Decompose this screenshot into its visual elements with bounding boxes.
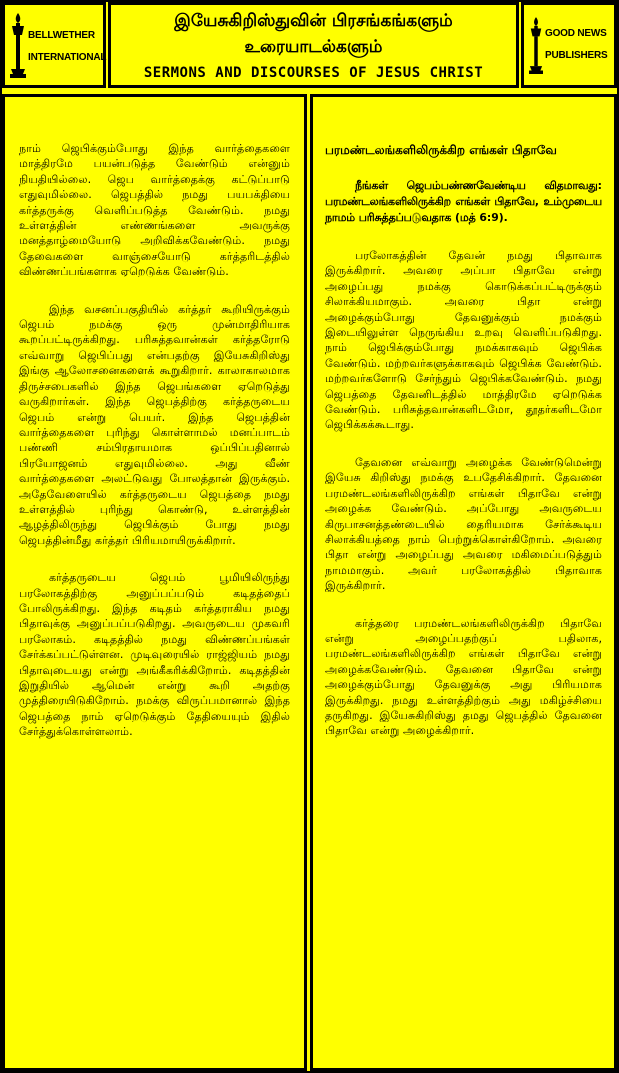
left-paragraph-1: நாம் ஜெபிக்கும்போது இந்த வார்த்தைகளை மாத்திரமே பயன்படுத்த வேண்டும் என்னும் நியதியில்லை. ஜெப வார்த்தைக்கு கட்டுப்பாடு எதுவுமில்லை. ஜெபத்தில் நமது பயபக்தியை கர்த்தருக்கு வெளிப்படுத்த வேண்டும். நமது உள்ளத்தின் எண்ணங்களை அவருக்கு மனத்தாழ்மையோடு அறிவிக்கவேண்டும். நமது தேவைகளை வாஞ்சையோடு கர்த்தரிடத்தில் விண்ணப்பங்களாக ஏறெடுக்க வேண்டும். <box>19 142 290 279</box>
lamp-icon <box>10 13 26 79</box>
left-paragraph-2: இந்த வசனப்பகுதியில் கர்த்தர் கூறியிருக்கும் ஜெபம் நமக்கு ஒரு முன்மாதிரியாக கூறப்பட்டிருக்கிறது. பரிசுத்தவான்கள் கர்த்தரோடு எவ்வாறு ஜெபிப்பது என்பதற்கு இயேசுகிறிஸ்து இங்கு ஆலோசனைகளைக் கூறுகிறார். காலாகாலமாக திருச்சபைகளில் இந்த ஜெபங்களை ஏறெடுத்து வருகிறார்கள். இந்த ஜெபத்திற்கு கர்த்தருடைய ஜெபம் என்று பெயர். இந்த ஜெபத்தின் வார்த்தைகளை புரிந்து கொள்ளாமல் மனப்பாடம் பண்ணி சம்பிரதாயமாக ஒப்பிப்பதினால் பிரயோஜனம் எதுவுமில்லை. அது வீண் வார்த்தைகளை அலட்டுவது போலத்தான் இருக்கும். அதேவேளையில் கர்த்தருடைய ஜெபத்தை நமது உள்ளத்தில் புரிந்து கொண்டு, உள்ளத்தின் ஆழத்திலிருந்து ஜெபிக்கும் போது நமது ஜெபத்தின்மீது கர்த்தர் பிரியமாயிருக்கிறார். <box>19 302 290 547</box>
title-banner <box>108 2 519 88</box>
right-logo-line2: PUBLISHERS <box>545 50 608 61</box>
title-tamil-line2: உரையாடல்களும் <box>244 37 383 57</box>
left-logo-line1: BELLWETHER <box>28 30 95 41</box>
left-logo-line2: INTERNATIONAL <box>28 52 107 63</box>
lamp-icon <box>529 15 543 77</box>
right-paragraph-1: பரலோகத்தின் தேவன் நமது பிதாவாக இருக்கிறார். அவரை அப்பா பிதாவே என்று அழைப்பது நமக்கு கொடுக்கப்பட்டிருக்கும் சிலாக்கியமாகும். அவரை பிதா என்று அழைக்கும்போது தேவனுக்கும் நமக்கும் இடையிலுள்ள நெருங்கிய உறவு வெளிப்படுகிறது. நாம் ஜெபிக்கும்போது நமக்காகவும் ஜெபிக்க வேண்டும். மற்றவர்களுக்காகவும் ஜெபிக்க வேண்டும். மற்றவர்களோடு சேர்ந்தும் ஜெபிக்கவேண்டும். நமது ஜெபத்தை தேவனிடத்தில் மாத்திரமே ஏறெடுக்க வேண்டும். பரிசுத்தவான்களிடமோ, தூதர்களிடமோ ஜெபிக்கக்கூடாது. <box>325 249 602 432</box>
right-paragraph-2: தேவனை எவ்வாறு அழைக்க வேண்டுமென்று இயேசு கிறிஸ்து நமக்கு உபதேசிக்கிறார். தேவனை பரமண்டலங்களிலிருக்கிற எங்கள் பிதாவே என்று அழைக்க வேண்டும். அப்போது அவருடைய கிருபாசனத்தண்டையில் தைரியமாக சேர்க்கூடிய சிலாக்கியத்தை நாம் பெற்றுக்கொள்கிறோம். அவரை பிதா என்று அழைப்பது அவரை மகிமைப்படுத்தும் நாமமாகும். அவர் பரலோகத்தில் பிதாவாக இருக்கிறார். <box>325 455 602 593</box>
right-column <box>310 94 617 1071</box>
title-tamil-line1: இயேசுகிறிஸ்துவின் பிரசங்கங்களும் <box>174 11 453 31</box>
header <box>2 2 617 90</box>
left-column <box>2 94 307 1071</box>
right-logo-line1: GOOD NEWS <box>545 28 607 39</box>
bellwether-logo <box>2 2 106 88</box>
left-paragraph-3: கர்த்தருடைய ஜெபம் பூமியிலிருந்து பரலோகத்திற்கு அனுப்பப்படும் கடிதத்தைப் போலிருக்கிறது. இந்த கடிதம் கர்த்தராகிய நமது பிதாவுக்கு அனுப்பப்படுகிறது. அவருடைய முகவரி பரலோகம். கடிதத்தில் நமது விண்ணப்பங்கள் சேர்க்கப்பட்டுள்ளன. முடிவுரையில் ராஜ்ஜியம் நமது பிதாவுடையது என்று அங்கீகரிக்கிறோம். கடிதத்தின் இறுதியில் ஆமென் என்று கூறி அதற்கு முத்திரையிடுகிறோம். நமக்கு விருப்பமானால் இந்த ஜெபத்தை நாம் ஏறெடுக்கும் தேதியையும் இதில் சேர்த்துக்கொள்ளலாம். <box>19 571 290 739</box>
title-english: SERMONS AND DISCOURSES OF JESUS CHRIST <box>143 65 484 81</box>
right-paragraph-3: கர்த்தரை பரமண்டலங்களிலிருக்கிற பிதாவே என்று அழைப்பதற்குப் பதிலாக, பரமண்டலங்களிலிருக்கிற எங்கள் பிதாவே என்று அழைக்கவேண்டும். தேவனை பிதாவே என்று அழைக்கும்போது தேவனுக்கு அது பிரியமாக இருக்கிறது. நமது உள்ளத்திற்கும் அது மகிழ்ச்சியை தருகிறது. இயேசுகிறிஸ்து தமது ஜெபத்தில் தேவனை பிதாவே என்று அழைக்கிறார். <box>325 616 602 738</box>
bible-verse: நீங்கள் ஜெபம்பண்ணவேண்டிய விதமாவது: பரமண்டலங்களிலிருக்கிற எங்கள் பிதாவே, உம்முடைய நாமம் பரிசுத்தப்படுவதாக (மத் 6:9). <box>325 179 602 224</box>
good-news-logo <box>521 2 617 88</box>
section-title: பரமண்டலங்களிலிருக்கிற எங்கள் பிதாவே <box>325 143 557 157</box>
